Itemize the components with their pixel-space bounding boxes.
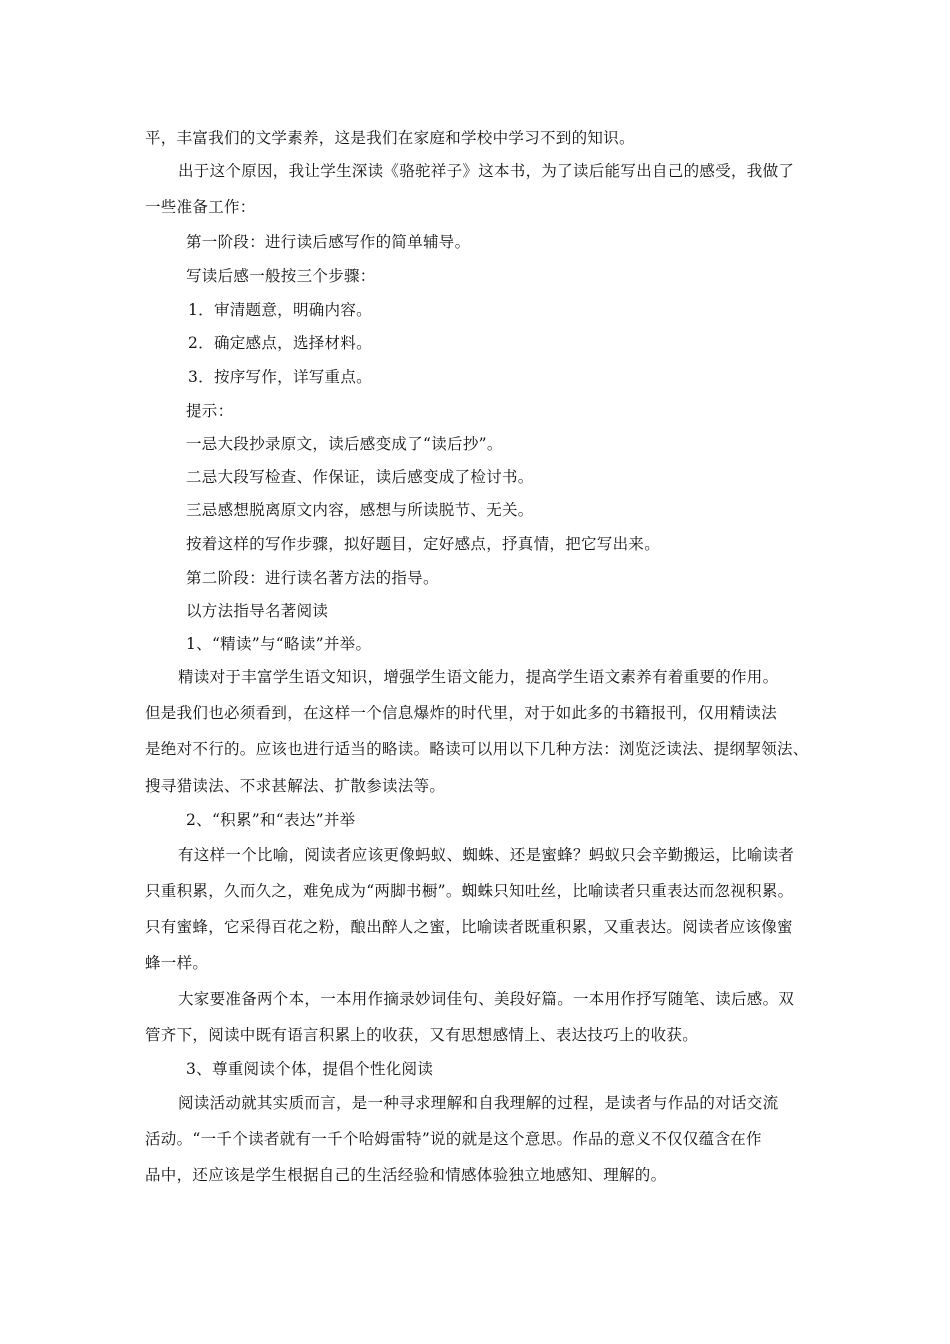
list-item: 二忌大段写检查、作保证，读后感变成了检讨书。 (186, 468, 534, 486)
list-item: 一忌大段抄录原文，读后感变成了“读后抄”。 (186, 435, 503, 453)
section-heading: 第一阶段：进行读后感写作的简单辅导。 (186, 233, 471, 251)
list-item: 1．审清题意，明确内容。 (188, 301, 372, 319)
section-heading: 第二阶段：进行读名著方法的指导。 (186, 569, 439, 587)
text-line: 阅读活动就其实质而言，是一种寻求理解和自我理解的过程，是读者与作品的对话交流 (178, 1094, 779, 1112)
list-item: 2．确定感点，选择材料。 (188, 334, 372, 352)
subheading: 3、尊重阅读个体，提倡个性化阅读 (186, 1060, 434, 1078)
text-line: 品中，还应该是学生根据自己的生活经验和情感体验独立地感知、理解的。 (145, 1166, 667, 1184)
text-line: 提示： (186, 402, 234, 420)
text-line: 精读对于丰富学生语文知识，增强学生语文能力，提高学生语文素养有着重要的作用。 (178, 668, 779, 686)
list-item: 三忌感想脱离原文内容，感想与所读脱节、无关。 (186, 501, 534, 519)
text-line: 一些准备工作： (145, 198, 256, 216)
text-line: 蜂一样。 (145, 954, 209, 972)
text-line: 只重积累，久而久之，难免成为“两脚书橱”。蜘蛛只知吐丝，比喻读者只重表达而忽视积累。 (145, 882, 794, 900)
text-line: 只有蜜蜂，它采得百花之粉，酿出醉人之蜜，比喻读者既重积累，又重表达。阅读者应该像蜜 (145, 918, 793, 936)
text-line: 按着这样的写作步骤，拟好题目，定好感点，抒真情，把它写出来。 (186, 535, 661, 553)
text-line: 管齐下，阅读中既有语言积累上的收获，又有思想感情上、表达技巧上的收获。 (145, 1026, 699, 1044)
list-item: 3．按序写作，详写重点。 (188, 368, 372, 386)
text-line: 活动。“一千个读者就有一千个哈姆雷特”说的就是这个意思。作品的意义不仅仅蕴含在作 (145, 1130, 762, 1148)
text-line: 出于这个原因，我让学生深读《骆驼祥子》这本书，为了读后能写出自己的感受，我做了 (178, 162, 795, 180)
text-line: 但是我们也必须看到，在这样一个信息爆炸的时代里，对于如此多的书籍报刊，仅用精读法 (145, 704, 778, 722)
subheading: 1、“精读”与“略读”并举。 (186, 635, 372, 653)
text-line: 搜寻猎读法、不求甚解法、扩散参读法等。 (145, 777, 446, 795)
text-line: 平，丰富我们的文学素养，这是我们在家庭和学校中学习不到的知识。 (145, 129, 635, 147)
text-line: 以方法指导名著阅读 (186, 602, 329, 620)
text-line: 写读后感一般按三个步骤： (186, 267, 376, 285)
text-line: 大家要准备两个本，一本用作摘录妙词佳句、美段好篇。一本用作抒写随笔、读后感。双 (178, 990, 795, 1008)
text-line: 是绝对不行的。应该也进行适当的略读。略读可以用以下几种方法：浏览泛读法、提纲挈领法、 (145, 740, 809, 758)
text-line: 有这样一个比喻，阅读者应该更像蚂蚁、蜘蛛、还是蜜蜂？蚂蚁只会辛勤搬运，比喻读者 (178, 846, 795, 864)
subheading: 2、“积累”和“表达”并举 (186, 811, 356, 829)
